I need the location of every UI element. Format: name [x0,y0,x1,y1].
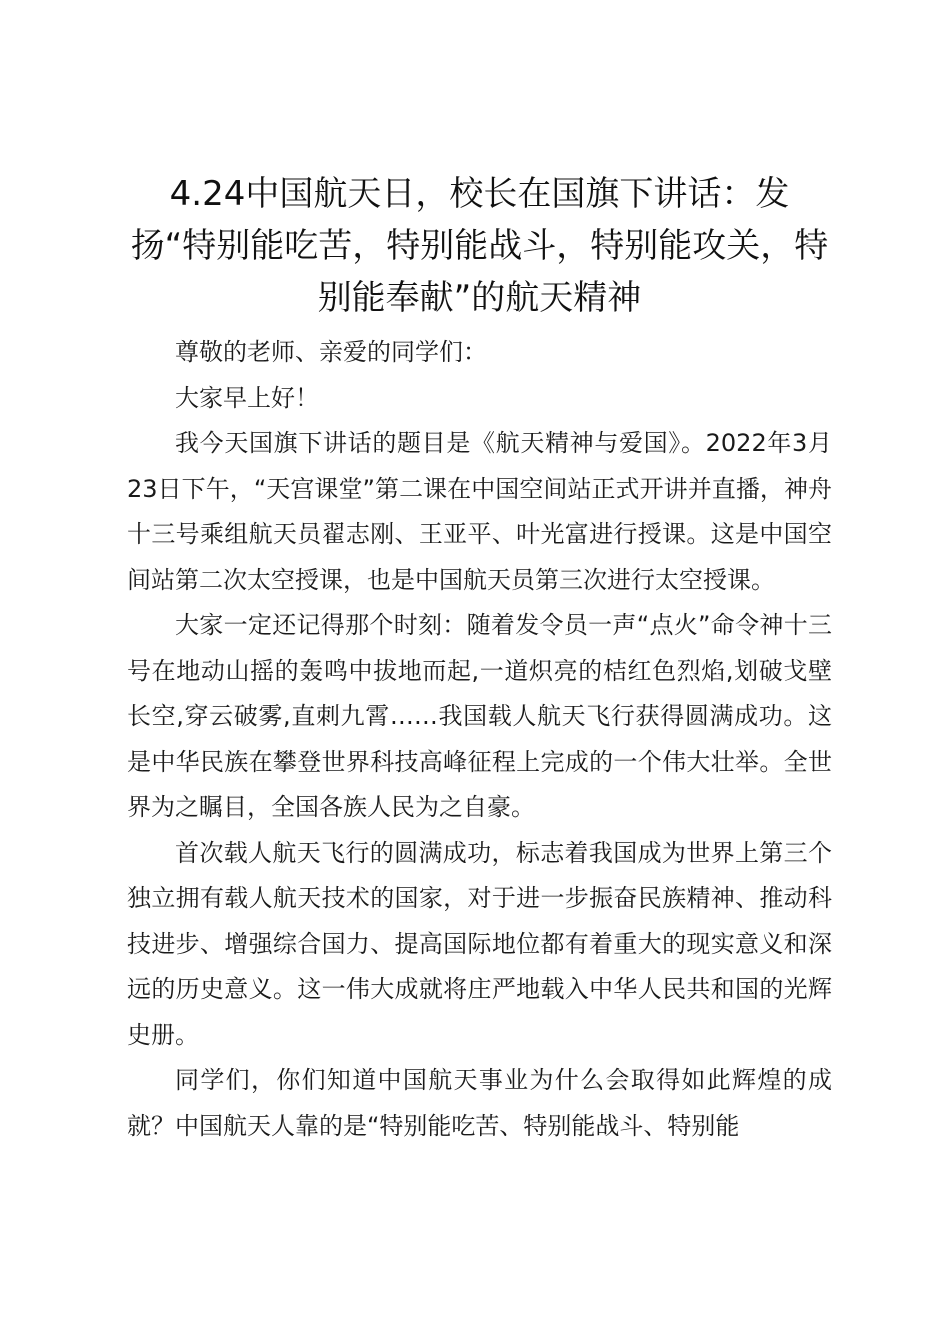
document-body [127,168,832,1149]
body-paragraph: 大家一定还记得那个时刻：随着发令员一声“点火”命令神十三号在地动山摇的轰鸣中拔地而起,一道炽亮的桔红色烈焰,划破戈壁长空,穿云破雾,直刺九霄……我国载人航天飞行获得圆满成功。这是中华民族在攀登世界科技高峰征程上完成的一个伟大壮举。全世界为之瞩目，全国各族人民为之自豪。 [127,611,832,821]
body-paragraph: 首次载人航天飞行的圆满成功，标志着我国成为世界上第三个独立拥有载人航天技术的国家，对于进一步振奋民族精神、推动科技进步、增强综合国力、提高国际地位都有着重大的现实意义和深远的历史意义。这一伟大成就将庄严地载入中华人民共和国的光辉史册。 [127,838,832,1049]
body-paragraph: 同学们，你们知道中国航天事业为什么会取得如此辉煌的成就？中国航天人靠的是“特别能吃苦、特别能战斗、特别能 [127,1066,832,1140]
document-title: 4.24中国航天日，校长在国旗下讲话：发扬“特别能吃苦，特别能战斗，特别能攻关，特别能奉献”的航天精神 [130,174,829,318]
greeting-paragraph: 大家早上好！ [175,383,319,412]
body-paragraph: 我今天国旗下讲话的题目是《航天精神与爱国》。2022年3月23日下午，“天宫课堂”第二课在中国空间站正式开讲并直播，神舟十三号乘组航天员翟志刚、王亚平、叶光富进行授课。这是中国空间站第二次太空授课，也是中国航天员第三次进行太空授课。 [127,429,832,594]
salutation-paragraph: 尊敬的老师、亲爱的同学们： [175,338,487,366]
